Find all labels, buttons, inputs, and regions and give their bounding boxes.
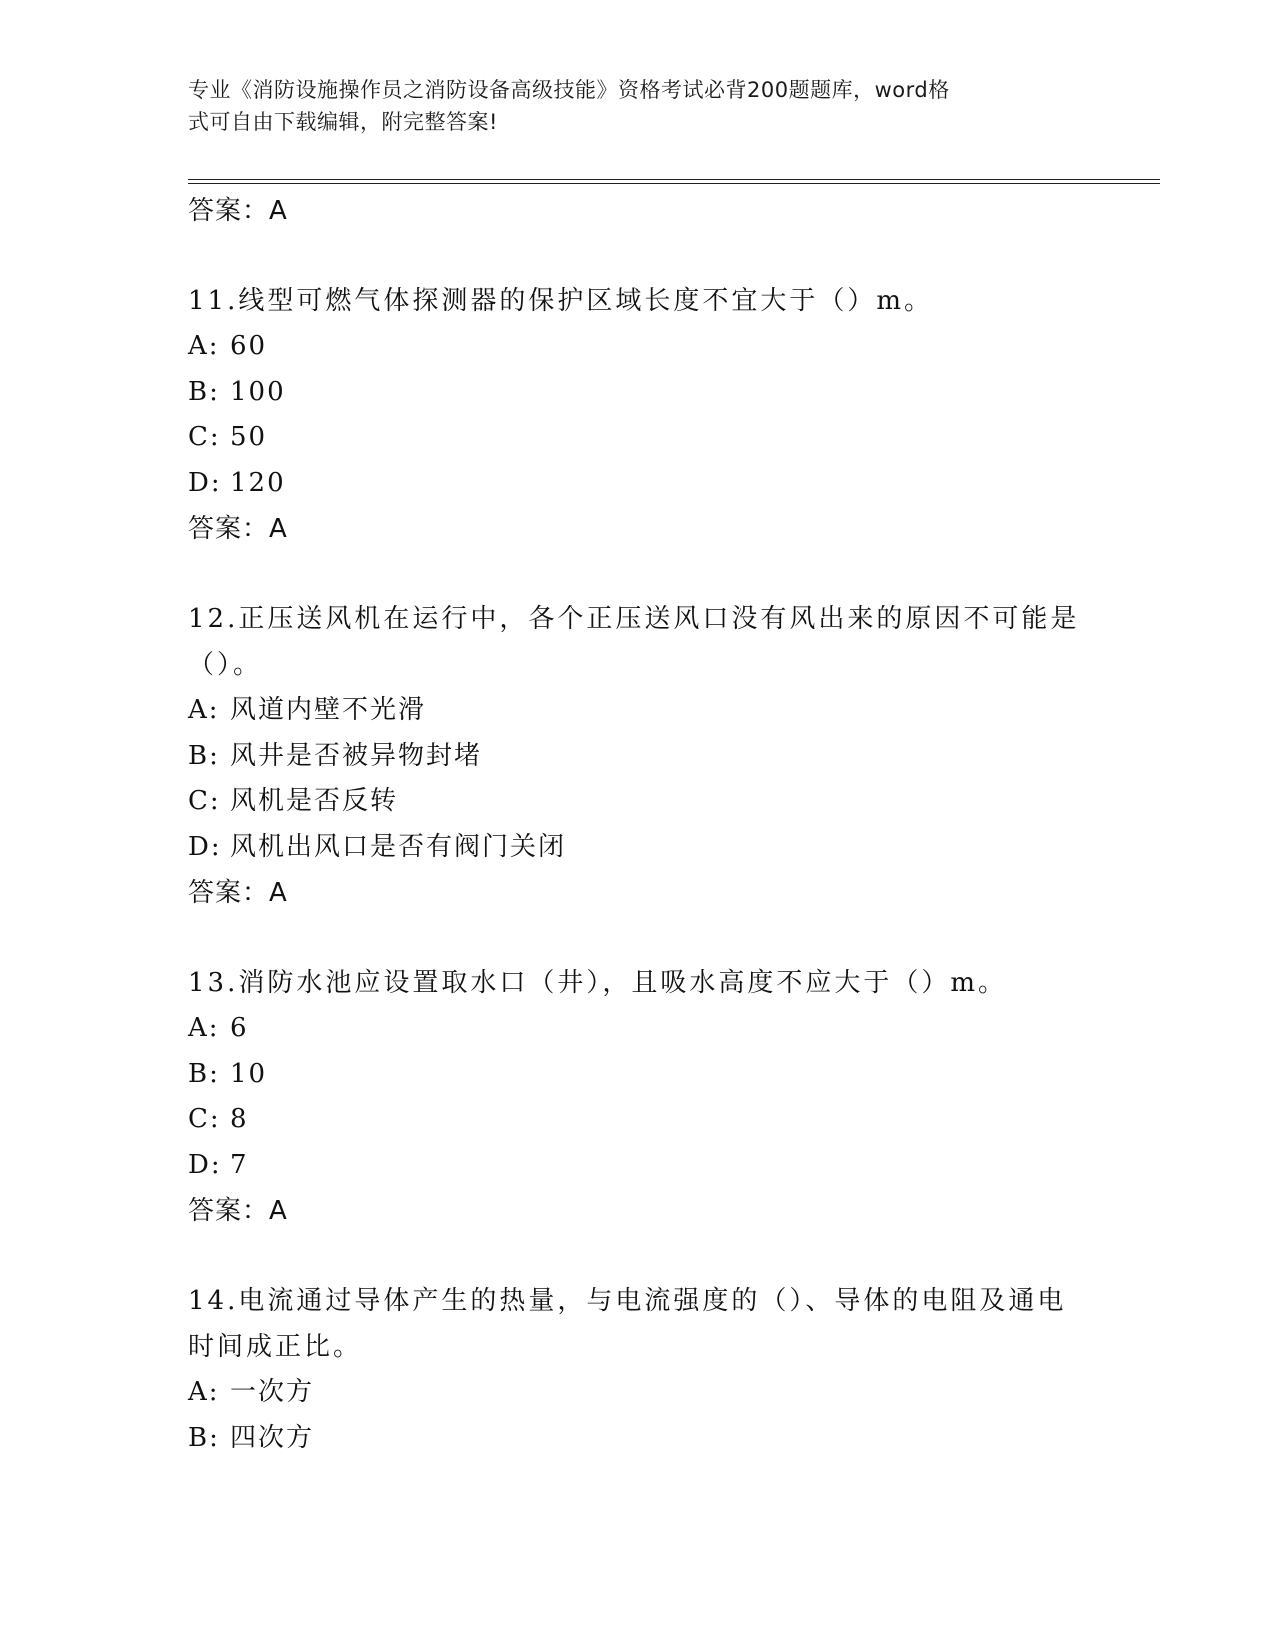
question-stem-line: 12.正压送风机在运行中，各个正压送风口没有风出来的原因不可能是 [188, 604, 1080, 634]
answer-line: 答案：A [188, 878, 288, 908]
question-block [188, 1278, 1088, 1461]
answer-line: 答案：A [188, 1196, 288, 1226]
option-key: B: [188, 1422, 220, 1453]
option-key: D: [188, 467, 222, 498]
question-block [188, 278, 1088, 552]
answer-option [188, 415, 1088, 461]
option-text: 一次方 [230, 1377, 315, 1407]
option-text: 10 [230, 1058, 268, 1089]
option-text: 风机出风口是否有阀门关闭 [230, 831, 567, 862]
question-stem [188, 278, 1088, 324]
question-stem-line: 时间成正比。 [188, 1332, 363, 1362]
option-text: 60 [230, 331, 268, 361]
option-text: 120 [230, 467, 286, 498]
questions-container [188, 278, 1088, 1461]
answer-option [188, 461, 1088, 507]
option-key: A: [188, 1377, 220, 1407]
answer-option [188, 1097, 1088, 1143]
question-stem-line: 14.电流通过导体产生的热量，与电流强度的（）、导体的电阻及通电 [188, 1286, 1067, 1316]
option-text: 风道内壁不光滑 [230, 695, 427, 725]
option-text: 风机是否反转 [230, 786, 399, 816]
answer-option [188, 779, 1088, 825]
option-text: 8 [230, 1104, 249, 1134]
answer-option [188, 1143, 1088, 1189]
header-line-2: 式可自由下载编辑，附完整答案! [188, 110, 498, 134]
answer-line: 答案：A [188, 196, 288, 226]
answer-line: 答案：A [188, 514, 288, 544]
answer-option [188, 370, 1088, 416]
option-key: C: [188, 786, 221, 816]
option-text: 6 [230, 1013, 249, 1043]
option-key: D: [188, 831, 222, 862]
answer-option [188, 1052, 1088, 1098]
option-text: 50 [230, 422, 268, 452]
option-key: B: [188, 740, 220, 771]
option-text: 7 [230, 1149, 249, 1180]
question-block [188, 960, 1088, 1234]
question-stem-line: 11.线型可燃气体探测器的保护区域长度不宜大于（）m。 [188, 286, 934, 316]
option-key: D: [188, 1149, 222, 1180]
option-key: C: [188, 1104, 221, 1134]
option-key: A: [188, 331, 220, 361]
option-key: C: [188, 422, 221, 452]
question-block [188, 596, 1088, 916]
question-list [188, 188, 1088, 1461]
answer-option [188, 688, 1088, 734]
option-key: A: [188, 1013, 220, 1043]
question-stem [188, 960, 1088, 1006]
header-double-rule [188, 179, 1160, 184]
option-key: B: [188, 1058, 220, 1089]
answer-option [188, 324, 1088, 370]
option-key: B: [188, 376, 220, 407]
option-key: A: [188, 695, 220, 725]
question-stem [188, 596, 1088, 688]
answer-option [188, 1416, 1088, 1462]
option-text: 四次方 [230, 1422, 315, 1453]
answer-option [188, 1370, 1088, 1416]
option-text: 风井是否被异物封堵 [230, 740, 483, 771]
question-stem-line: 13.消防水池应设置取水口（井），且吸水高度不应大于（）m。 [188, 968, 1008, 998]
header-line-1: 专业《消防设施操作员之消防设备高级技能》资格考试必背200题题库，word格 [188, 78, 950, 102]
question-stem-line: （）。 [188, 650, 263, 680]
option-text: 100 [230, 376, 286, 407]
question-stem [188, 1278, 1088, 1370]
page-header [188, 74, 1068, 138]
answer-option [188, 1006, 1088, 1052]
answer-option [188, 734, 1088, 780]
answer-option [188, 825, 1088, 871]
